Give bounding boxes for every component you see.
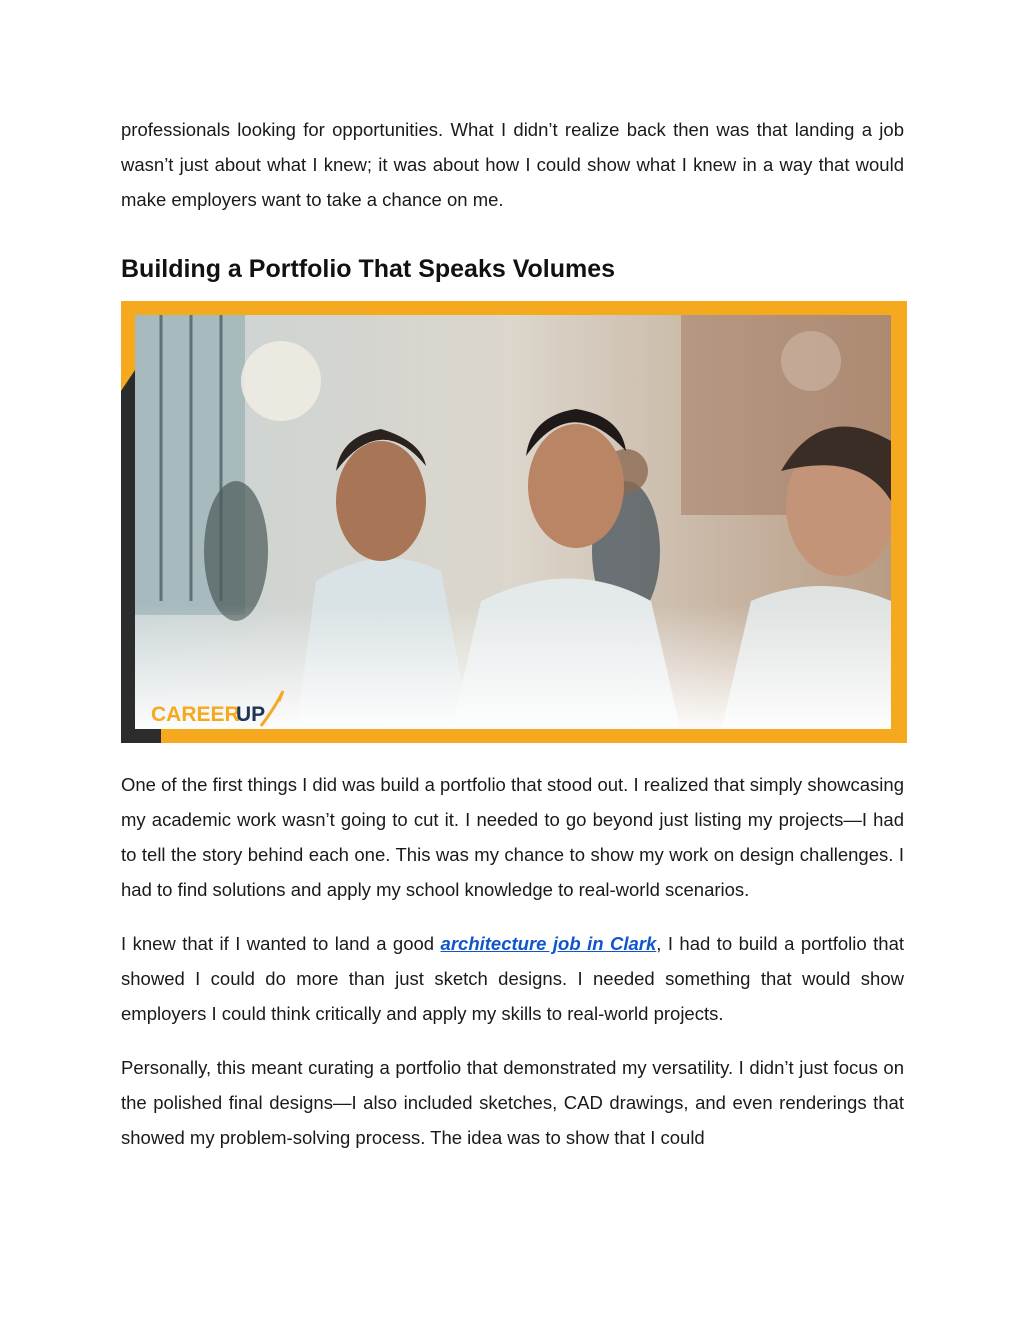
paragraph-versatility: Personally, this meant curating a portfolio that demonstrated my versatility. I didn’t just focus on the polished final designs—I also included sketches, CAD drawings, and even renderings that showed my problem-solving process. The idea was to show that I could (121, 1057, 904, 1148)
paragraph-portfolio: One of the first things I did was build a portfolio that stood out. I realized that simply showcasing my academic work wasn’t going to cut it. I needed to go beyond just listing my projects—I had to tell the story behind each one. This was my chance to show my work on design challenges. I had to find solutions and apply my school knowledge to real-world scenarios. (121, 774, 904, 900)
section-heading: Building a Portfolio That Speaks Volumes (121, 255, 616, 283)
document-page (121, 112, 904, 1174)
brand-logo-text: CAREER (151, 703, 240, 726)
article-image (121, 301, 907, 743)
brand-logo-text-up: UP (236, 703, 266, 726)
architecture-job-link[interactable]: architecture job in Clark (440, 933, 657, 954)
paragraph-text-after: , I had to build a portfolio that showed I could do more than just sketch designs. I needed something that would show employers I could think critically and apply my skills to real-world projects. (121, 933, 904, 1024)
paragraph-clark (121, 926, 904, 1031)
intro-paragraph: professionals looking for opportunities. What I didn’t realize back then was that landing a job wasn’t just about what I knew; it was about how I could show what I knew in a way that would make employers want to take a chance on me. (121, 119, 904, 210)
paragraph-text-before: I knew that if I wanted to land a good (121, 933, 441, 954)
